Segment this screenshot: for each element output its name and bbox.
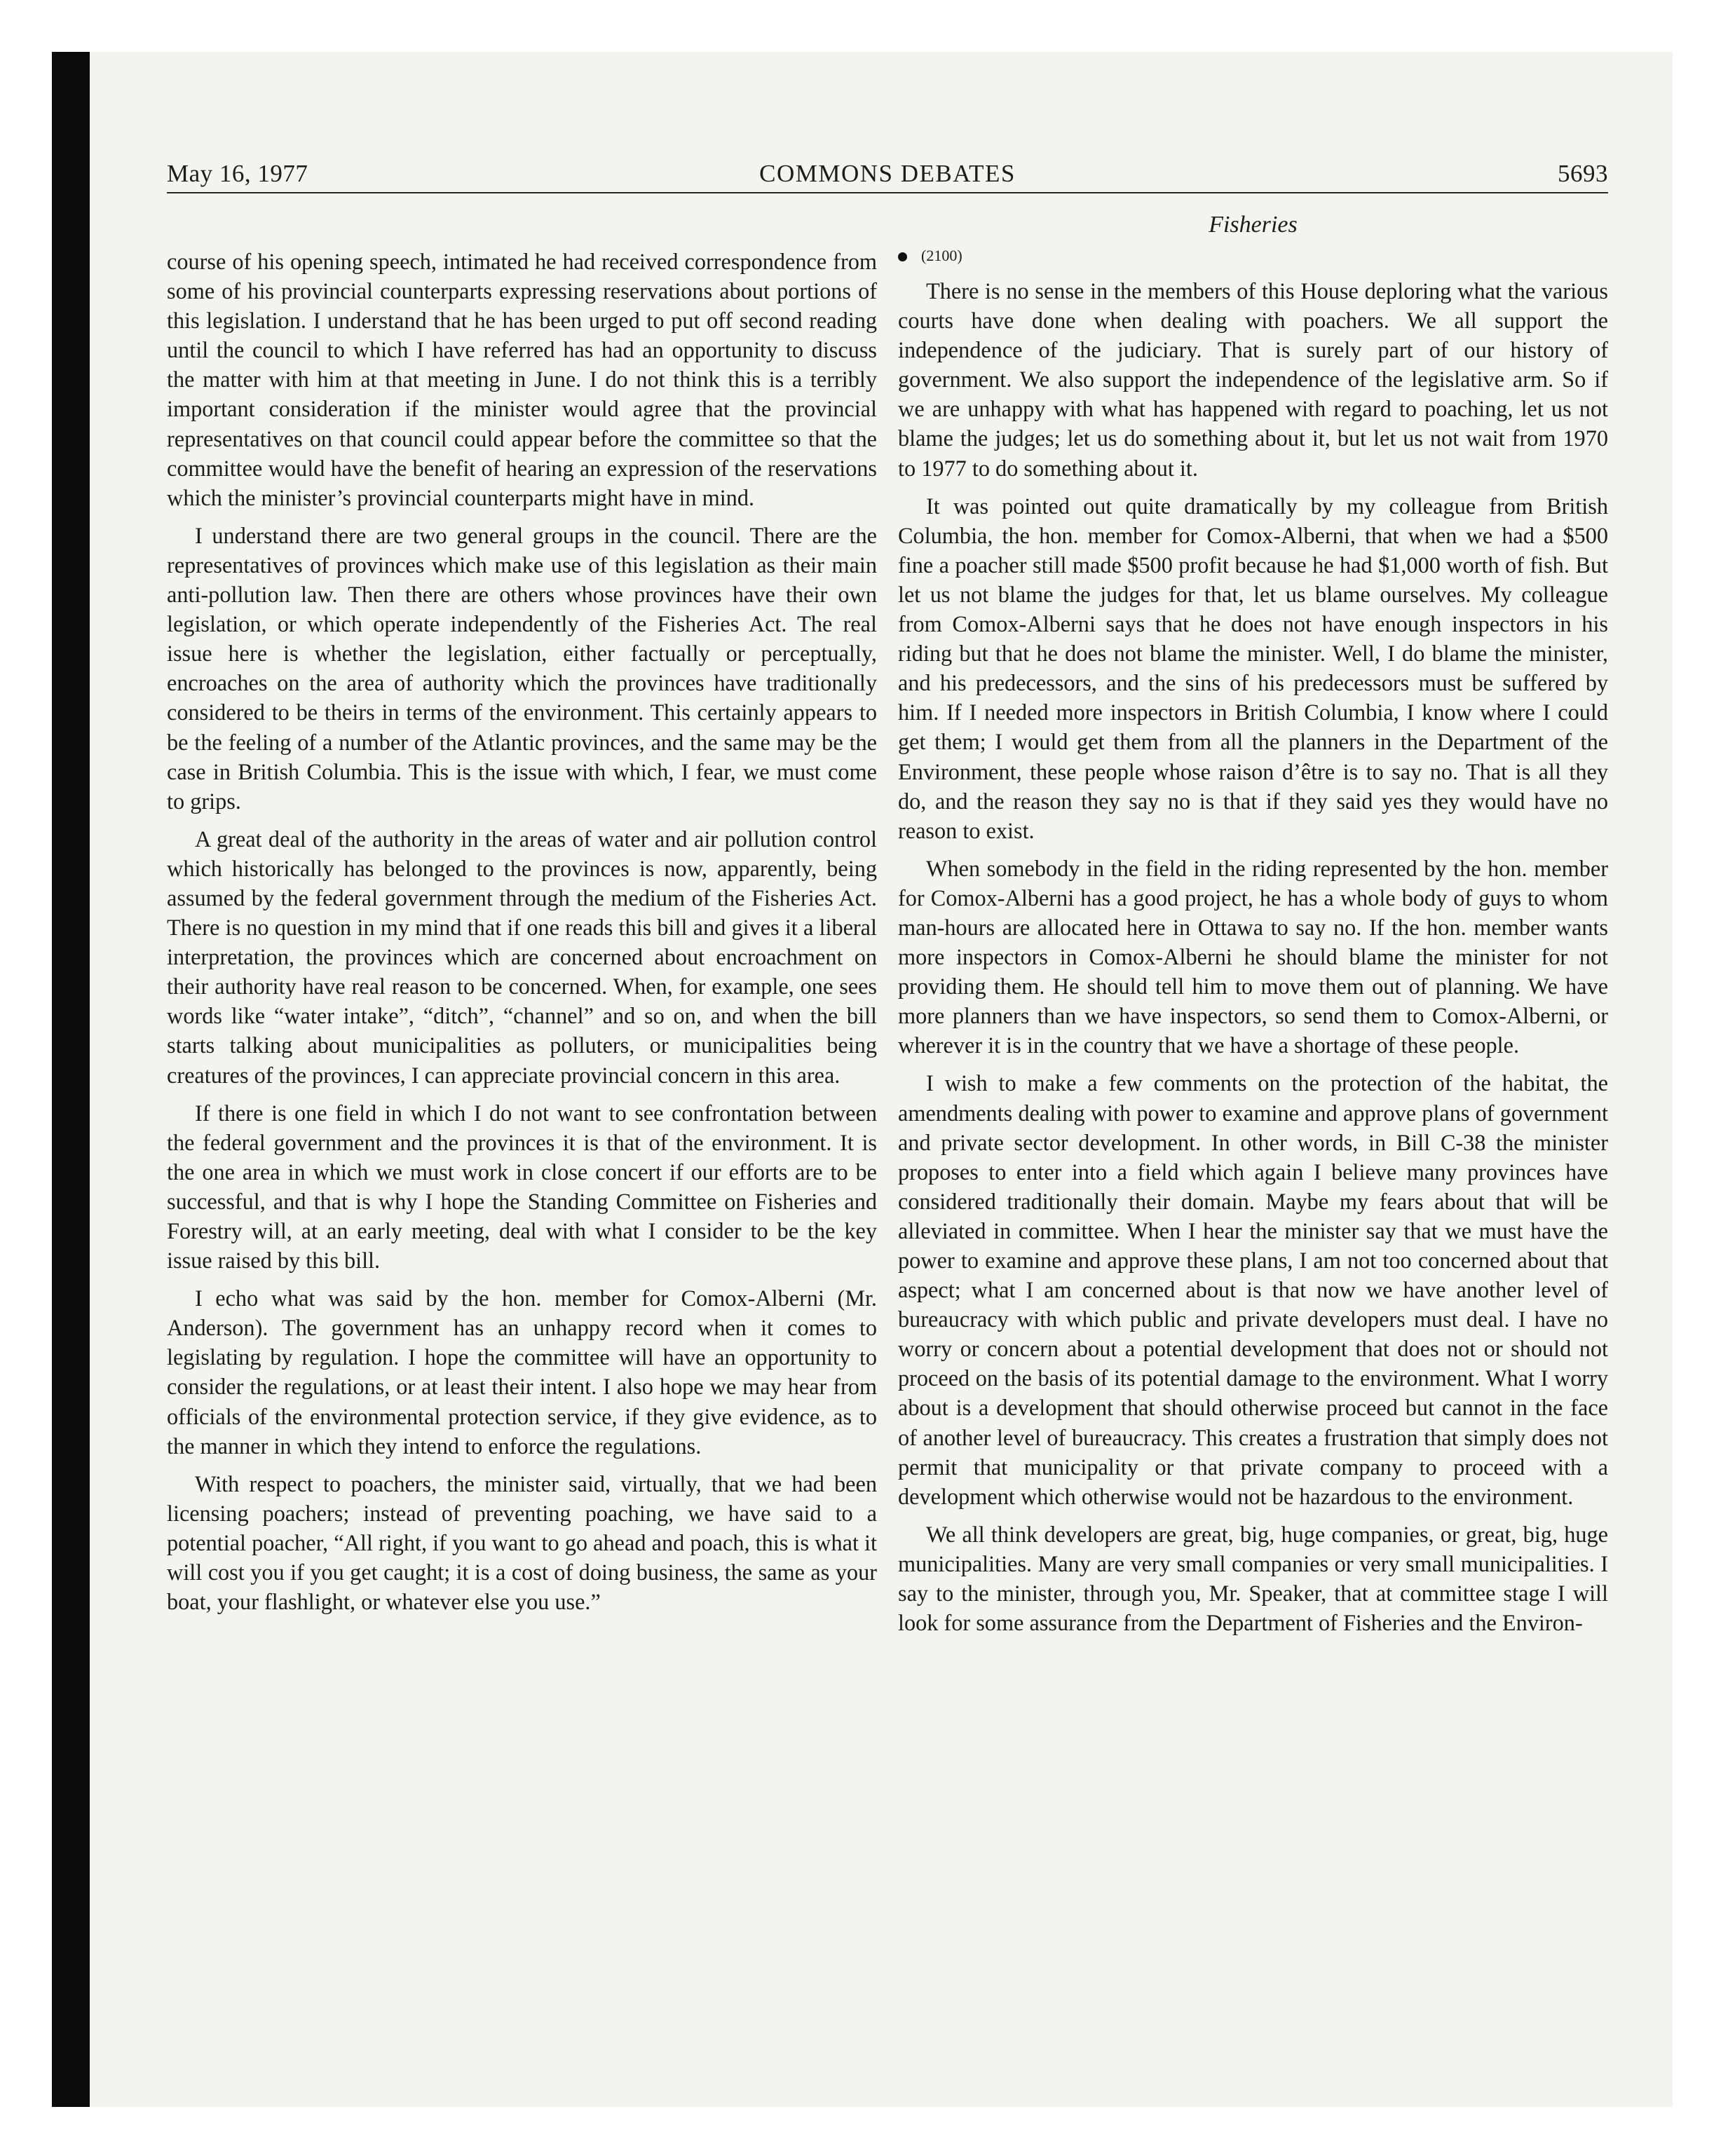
paragraph: When somebody in the field in the riding represented by the hon. member for Comox-Alberni has a good project, he has a whole body of guys to whom man-hours are allocated here in Ottawa to say no. If the hon. member wants more inspectors in Comox-Alberni he should blame the minister for not providing them. He should tell him to move them out of planning. We have more planners than we have inspectors, so send them to Comox-Alberni, or wherever it is in the country that we have a shortage of these people. xyxy=(898,855,1608,1058)
time-marker xyxy=(898,244,1608,268)
paragraph: I echo what was said by the hon. member for Comox-Alberni (Mr. Anderson). The government has an unhappy record when it comes to legislating by regulation. I hope the committee will have an opportunity to consider the regulations, or at least their intent. I also hope we may hear from officials of the environmental protection service, if they give evidence, as to the manner in which they intend to enforce the regulations. xyxy=(167,1285,877,1459)
paragraph: A great deal of the authority in the areas of water and air pollution control which historically has belonged to the provinces is now, apparently, being assumed by the federal government through the medium of the Fisheries Act. There is no question in my mind that if one reads this bill and gives it a liberal interpretation, the provinces which are concerned about encroachment on their authority have real reason to be concerned. When, for example, one sees words like “water intake”, “ditch”, “channel” and so on, and when the bill starts talking about municipalities as polluters, or municipalities being creatures of the provinces, I can appreciate provincial concern in this area. xyxy=(167,826,877,1088)
time-marker-text: (2100) xyxy=(921,247,962,264)
section-title: Fisheries xyxy=(1209,212,1298,238)
paragraph: With respect to poachers, the minister said, virtually, that we had been licensing poachers; instead of preventing poaching, we have said to a potential poacher, “All right, if you want to go ahead and poach, this is what it will cost you if you get caught; it is a cost of doing business, the same as your boat, your flashlight, or whatever else you use.” xyxy=(167,1471,877,1615)
bullet-icon xyxy=(898,252,907,261)
paragraph: There is no sense in the members of this House deploring what the various courts have done when dealing with poachers. We all support the independence of the judiciary. That is surely part of our history of government. We also support the independence of the legislative arm. So if we are unhappy with what has happened with regard to poaching, let us not blame the judges; let us do something about it, but let us not wait from 1970 to 1977 to do something about it. xyxy=(898,278,1608,481)
binding-shadow xyxy=(52,52,90,2107)
paragraph: It was pointed out quite dramatically by my colleague from British Columbia, the hon. member for Comox-Alberni, that when we had a $500 fine a poacher still made $500 profit because he had $1,000 worth of fish. But let us not blame the judges for that, let us blame ourselves. My colleague from Comox-Alberni says that he does not have enough inspectors in his riding but that he does not blame the minister. Well, I do blame the minister, and his predecessors, and the sins of his predecessors must be suffered by him. If I needed more inspectors in British Columbia, I know where I could get them; I would get them from all the planners in the Department of the Environment, these people whose raison d’être is to say no. That is all they do, and the reason they say no is that if they said yes they would have no reason to exist. xyxy=(898,493,1608,843)
paragraph: course of his opening speech, intimated he had received correspondence from some of his provincial counterparts expressing reservations about portions of this legislation. I understand that he has been urged to put off second reading until the council to which I have referred has had an opportunity to discuss the matter with him at that meeting in June. I do not think this is a terribly important consideration if the minister would agree that the provincial representatives on that council could appear before the committee so that the committee would have the benefit of hearing an expression of the reservations which the minister’s provincial counterparts might have in mind. xyxy=(167,249,877,510)
header-page-number: 5693 xyxy=(1558,160,1608,187)
left-column xyxy=(167,247,877,1616)
paragraph: If there is one field in which I do not want to see confrontation between the federal government and the provinces it is that of the environment. It is the one area in which we must work in close concert if our efforts are to be successful, and that is why I hope the Standing Committee on Fisheries and Forestry will, at an early meeting, deal with what I consider to be the key issue raised by this bill. xyxy=(167,1100,877,1274)
right-column xyxy=(898,210,1608,1637)
running-header xyxy=(167,156,1608,193)
paragraph: I understand there are two general groups in the council. There are the representatives of provinces which make use of this legislation as their main anti-pollution law. Then there are others whose provinces have their own legislation, or which operate independently of the Fisheries Act. The real issue here is whether the legislation, either factually or perceptually, encroaches on the area of authority which the provinces have traditionally considered to be theirs in terms of the environment. This certainly appears to be the feeling of a number of the Atlantic provinces, and the same may be the case in British Columbia. This is the issue with which, I fear, we must come to grips. xyxy=(167,522,877,814)
paragraph: We all think developers are great, big, huge companies, or great, big, huge municipalities. Many are very small companies or very small municipalities. I say to the minister, through you, Mr. Speaker, that at committee stage I will look for some assurance from the Department of Fisheries and the Environ- xyxy=(898,1521,1608,1636)
paragraph: I wish to make a few comments on the protection of the habitat, the amendments dealing with power to examine and approve plans of government and private sector development. In other words, in Bill C-38 the minister proposes to enter into a field which again I believe many provinces have considered traditionally their domain. Maybe my fears about that will be alleviated in committee. When I hear the minister say that we must have the power to examine and approve these plans, I am not too concerned about that aspect; what I am concerned about is that now we have another level of bureaucracy with which public and private developers must deal. I have no worry or concern about a potential development that does not or should not proceed on the basis of its potential damage to the environment. What I worry about is a development that should otherwise proceed but cannot in the face of another level of bureaucracy. This creates a frustration that simply does not permit that municipality or that private company to proceed with a development which otherwise would not be hazardous to the environment. xyxy=(898,1070,1608,1509)
header-date: May 16, 1977 xyxy=(167,160,308,187)
header-publication: COMMONS DEBATES xyxy=(759,160,1016,187)
